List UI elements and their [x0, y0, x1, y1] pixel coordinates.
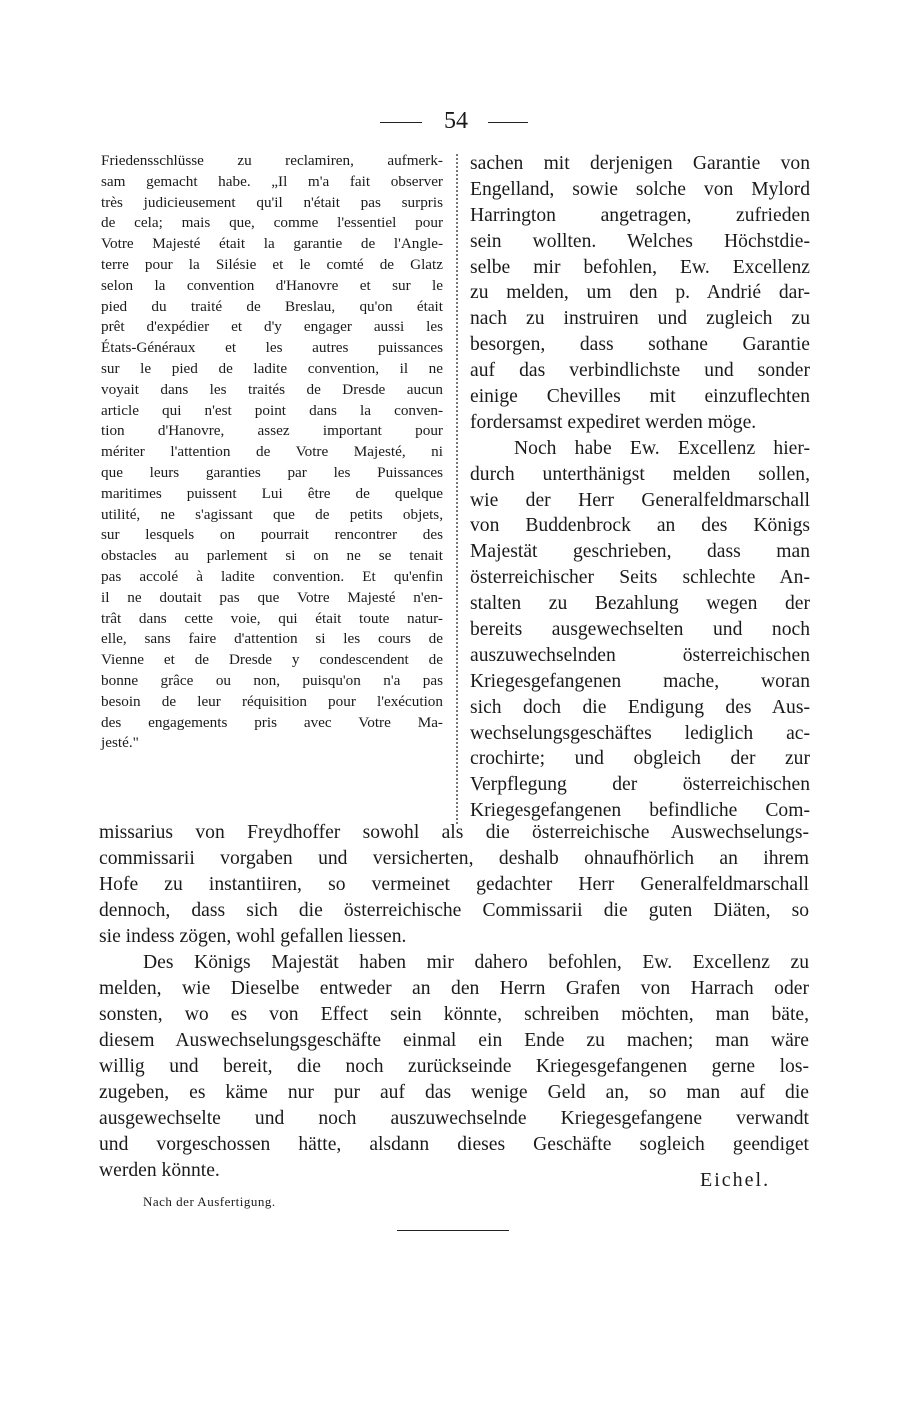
full-line: sie indess zögen, wohl gefallen liessen. [99, 926, 407, 947]
right-line: fordersamst expediret werden möge. [470, 411, 757, 433]
full-line: Hofe zu instantiiren, so vermeinet gedachter Herr Generalfeldmarschall [99, 874, 809, 895]
left-line: tion d'Hanovre, assez important pour [101, 422, 443, 440]
right-line: Verpflegung der österreichischen [470, 774, 810, 796]
right-line: nach zu instruiren und zugleich zu [470, 308, 810, 330]
right-line: Harrington angetragen, zufrieden [470, 204, 810, 226]
right-line: sachen mit derjenigen Garantie von [470, 153, 810, 174]
right-line: Kriegesgefangenen befindliche Com- [470, 800, 810, 822]
source-note: Nach der Ausfertigung. [143, 1194, 276, 1209]
right-line: bereits ausgewechselten und noch [470, 619, 810, 641]
right-line: einige Chevilles mit einzuflechten [470, 386, 810, 408]
left-line: bonne grâce ou non, puisqu'on n'a pas [101, 671, 443, 689]
left-line: il ne doutait pas que Votre Majesté n'en- [101, 588, 443, 606]
left-line: voyait dans les traités de Dresde aucun [101, 380, 443, 398]
left-line: Vienne et de Dresde y condescendent de [101, 651, 443, 669]
column-divider [456, 154, 458, 824]
full-width-text [99, 820, 809, 1184]
right-column-text [470, 151, 810, 824]
right-line: auszuwechselnden österreichischen [470, 644, 810, 666]
full-line: commissarii vorgaben und versicherten, deshalb ohnaufhörlich an ihrem [99, 848, 809, 869]
left-line: mériter l'attention de Votre Majesté, ni [101, 443, 443, 461]
full-line: Des Königs Majestät haben mir dahero befohlen, Ew. Excellenz zu [143, 952, 809, 973]
right-line: besorgen, dass sothane Garantie [470, 334, 810, 356]
left-line: sur le pied de ladite convention, il ne [101, 359, 443, 377]
left-line: besoin de leur réquisition pour l'exécution [101, 692, 443, 710]
left-line: pied du traité de Breslau, qu'on était [101, 297, 443, 315]
left-line: trât dans cette voie, qui était toute natur- [101, 609, 443, 627]
page-number: 54 [444, 108, 468, 134]
right-line: sich doch die Endigung des Aus- [470, 696, 810, 718]
full-line: und vorgeschossen hätte, alsdann dieses Geschäfte sogleich geendiget [99, 1134, 809, 1155]
end-rule [397, 1230, 509, 1231]
left-line: très judicieusement qu'il n'était pas surpris [101, 193, 443, 211]
right-line: stalten zu Bezahlung wegen der [470, 593, 810, 615]
full-line: dennoch, dass sich die österreichische Commissarii die guten Diäten, so [99, 900, 809, 921]
full-line: missarius von Freydhoffer sowohl als die österreichische Auswechselungs- [99, 822, 809, 843]
full-line: sonsten, wo es von Effect sein könnte, schreiben möchten, man bäte, [99, 1004, 809, 1025]
full-line: diesem Auswechselungsgeschäfte einmal ein Ende zu machen; man wäre [99, 1030, 809, 1051]
left-line: sur lesquels on pourrait rencontrer des [101, 526, 443, 544]
left-line: elle, sans faire d'attention si les cours de [101, 630, 443, 648]
right-line: Engelland, sowie solche von Mylord [470, 178, 810, 200]
right-line: sein wollten. Welches Höchstdie- [470, 230, 810, 252]
left-line: des engagements pris avec Votre Ma- [101, 713, 443, 731]
left-line: Votre Majesté était la garantie de l'Angle- [101, 235, 443, 253]
left-line: jesté." [101, 734, 139, 752]
right-line: zu melden, um den p. Andrié dar- [470, 282, 810, 304]
left-line: de cela; mais que, comme l'essentiel pour [101, 214, 443, 232]
left-line: que leurs garanties par les Puissances [101, 463, 443, 481]
left-line: prêt d'expédier et d'y engager aussi les [101, 318, 443, 336]
full-line: ausgewechselte und noch auszuwechselnde Kriegesgefangene verwandt [99, 1108, 809, 1129]
right-line: österreichischer Seits schlechte An- [470, 567, 810, 589]
right-line: Kriegesgefangenen mache, woran [470, 670, 810, 692]
left-line: terre pour la Silésie et le comté de Glatz [101, 255, 443, 273]
full-line: willig und bereit, die noch zurückseinde Kriegesgefangenen gerne los- [99, 1056, 809, 1077]
header-rule-right [488, 122, 528, 123]
left-line: selon la convention d'Hanovre et sur le [101, 276, 443, 294]
right-line: Noch habe Ew. Excellenz hier- [514, 437, 810, 459]
header-rule-left [380, 122, 422, 123]
signature: Eichel. [700, 1169, 771, 1191]
right-line: crochirte; und obgleich der zur [470, 748, 810, 770]
left-line: article qui n'est point dans la conven- [101, 401, 443, 419]
left-line: sam gemacht habe. „Il m'a fait observer [101, 172, 443, 190]
left-column-quotation [101, 151, 443, 754]
right-line: Majestät geschrieben, dass man [470, 541, 810, 563]
right-line: von Buddenbrock an des Königs [470, 515, 810, 537]
left-line: Friedensschlüsse zu reclamiren, aufmerk- [101, 152, 443, 169]
right-line: wechselungsgeschäftes lediglich ac- [470, 722, 810, 744]
page-header [0, 106, 900, 136]
right-line: selbe mir befohlen, Ew. Excellenz [470, 256, 810, 278]
right-line: auf das verbindlichste und sonder [470, 360, 810, 382]
left-line: maritimes puissent Lui être de quelque [101, 484, 443, 502]
full-line: zugeben, es käme nur pur auf das wenige Geld an, so man auf die [99, 1082, 809, 1103]
right-line: wie der Herr Generalfeldmarschall [470, 489, 810, 511]
left-line: utilité, ne s'agissant que de petits objets, [101, 505, 443, 523]
left-line: pas accolé à ladite convention. Et qu'enfin [101, 567, 443, 585]
left-line: obstacles au parlement si on ne se tenait [101, 547, 443, 565]
left-line: États-Généraux et les autres puissances [101, 339, 443, 357]
right-line: durch unterthänigst melden sollen, [470, 463, 810, 485]
full-line: melden, wie Dieselbe entweder an den Herrn Grafen von Harrach oder [99, 978, 809, 999]
full-line: werden könnte. [99, 1160, 220, 1181]
